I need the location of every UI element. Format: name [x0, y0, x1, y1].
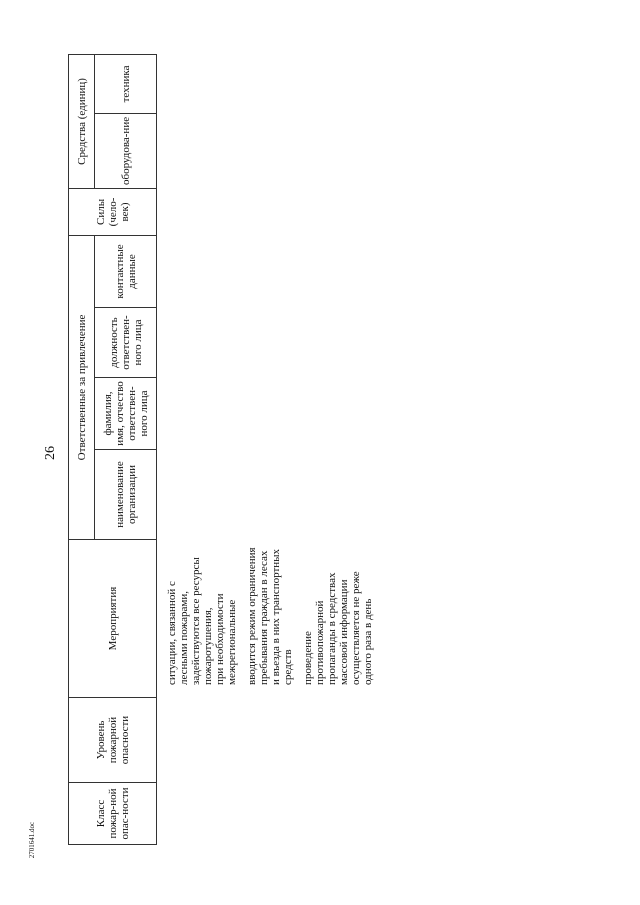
rotated-table-area — [68, 55, 374, 845]
text-line: межрегиональные — [226, 599, 238, 685]
text-line: противопожарной — [314, 600, 326, 685]
header-forces: Силы (чело-век) — [69, 188, 157, 235]
header-position: должность ответствен-ного лица — [95, 308, 157, 378]
text-line: задействуются все ресурсы — [190, 557, 202, 685]
text-line: осуществляется не реже — [350, 571, 362, 685]
text-line: ситуации, связанной с — [166, 581, 178, 685]
header-technics: техника — [95, 54, 157, 113]
header-org: наименование организации — [95, 450, 157, 540]
header-contacts: контактные данные — [95, 235, 157, 307]
footer-filename: 2701641.doc — [28, 821, 36, 859]
text-line: одного раза в день — [362, 598, 374, 685]
text-line: лесными пожарами, — [178, 591, 190, 685]
text-line: при необходимости — [214, 593, 226, 685]
header-class: Класс пожар-ной опас-ности — [69, 783, 157, 845]
text-line: вводится режим ограничения — [246, 547, 258, 685]
header-fio: фамилия, имя, отчество ответствен-ного лица — [95, 378, 157, 450]
header-level: Уровень пожарной опасности — [69, 698, 157, 783]
text-line: проведение — [302, 631, 314, 685]
measures-text — [166, 495, 374, 685]
text-line: средств — [282, 649, 294, 685]
page-number: 26 — [43, 446, 58, 460]
text-line: пропаганды в средствах — [326, 572, 338, 685]
text-line: пожаротушения, — [202, 607, 214, 685]
header-measures: Мероприятия — [69, 540, 157, 698]
measures-text-block — [156, 55, 416, 845]
fire-measures-table — [68, 54, 157, 845]
header-responsible: Ответственные за привлечение — [69, 235, 95, 539]
text-line: пребывания граждан в лесах — [258, 550, 270, 685]
header-means: Средства (единиц) — [69, 54, 95, 188]
header-equipment: оборудова-ние — [95, 113, 157, 188]
text-line: массовой информации — [338, 579, 350, 685]
text-line: и въезда в них транспортных — [270, 548, 282, 685]
